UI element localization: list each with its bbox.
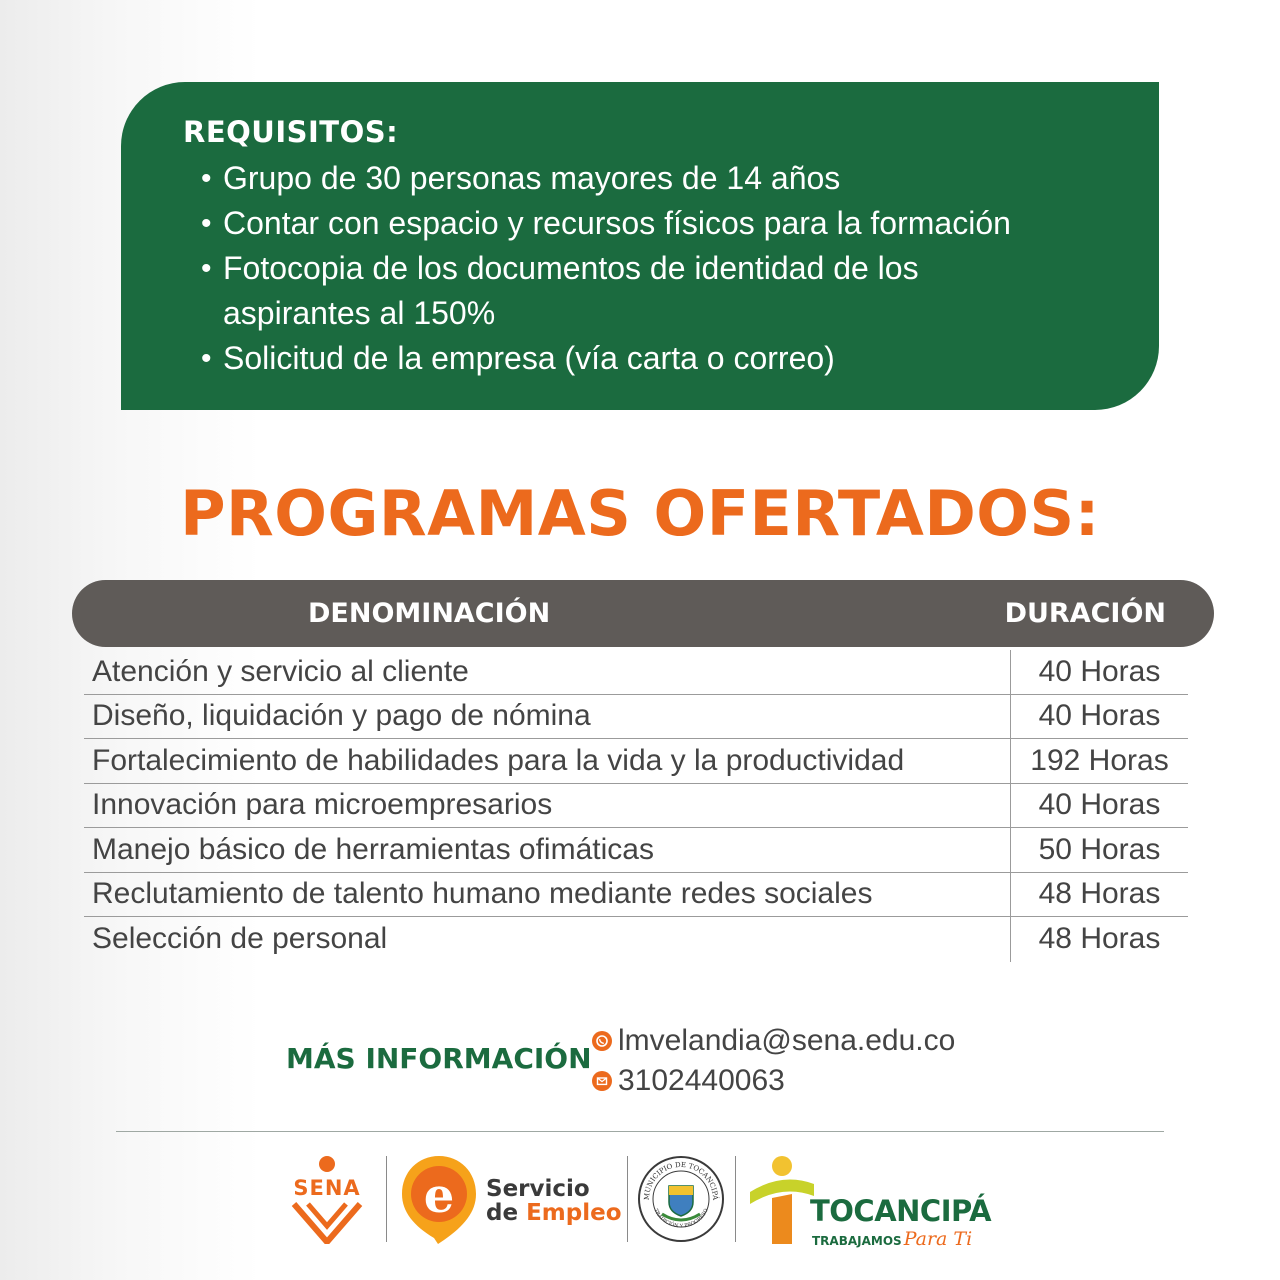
- empleo-text: [486, 1200, 622, 1226]
- column-header-duration: DURACIÓN: [1004, 598, 1166, 629]
- tocancipa-slogan: [812, 1228, 972, 1250]
- contact-phone[interactable]: [592, 1064, 785, 1098]
- requirement-text: Contar con espacio y recursos físicos para la formación: [223, 205, 1011, 241]
- more-info-label: MÁS INFORMACIÓN: [286, 1042, 592, 1075]
- bullet-icon: •: [201, 162, 212, 195]
- programs-table-header: [72, 580, 1214, 647]
- tocancipa-logo: [748, 1154, 1008, 1250]
- whatsapp-icon: [592, 1031, 612, 1051]
- sena-logo: [280, 1154, 374, 1244]
- program-name: Manejo básico de herramientas ofimáticas: [92, 832, 654, 866]
- program-name: Fortalecimiento de habilidades para la vida y la productividad: [92, 743, 905, 777]
- seal-motto: TRADICIÓN Y PROGRESO: [652, 1207, 710, 1230]
- table-row: [84, 917, 1188, 962]
- requirement-text-continued: aspirantes al 150%: [223, 295, 496, 331]
- program-name: Atención y servicio al cliente: [92, 654, 469, 688]
- table-row: [84, 784, 1188, 829]
- table-row: [84, 873, 1188, 918]
- table-row: [84, 650, 1188, 695]
- seal-text: MUNICIPIO DE TOCANCIPÁ: [642, 1160, 720, 1201]
- servicio-text: Servicio: [486, 1176, 590, 1202]
- requirements-title: REQUISITOS:: [183, 115, 399, 149]
- servicio-empleo-logo: [398, 1152, 624, 1248]
- program-name: Selección de personal: [92, 922, 388, 956]
- program-duration: 40 Horas: [1010, 784, 1188, 828]
- program-duration: 192 Horas: [1010, 739, 1188, 783]
- footer-divider: [116, 1131, 1164, 1132]
- empleo-text-accent: Empleo: [526, 1200, 622, 1226]
- program-duration: 40 Horas: [1010, 650, 1188, 694]
- mail-icon: [592, 1071, 612, 1091]
- requirement-text: Solicitud de la empresa (vía carta o correo): [223, 340, 835, 376]
- program-duration: 50 Horas: [1010, 828, 1188, 872]
- requirement-item: [201, 156, 1159, 201]
- bullet-icon: •: [201, 207, 212, 240]
- logo-separator: [627, 1156, 628, 1242]
- sena-logo-text: SENA: [293, 1176, 361, 1200]
- program-duration: 40 Horas: [1010, 695, 1188, 739]
- requirement-text: Grupo de 30 personas mayores de 14 años: [223, 160, 841, 196]
- email-text[interactable]: lmvelandia@sena.edu.co: [618, 1024, 956, 1057]
- program-duration: 48 Horas: [1010, 873, 1188, 917]
- svg-text:e: e: [423, 1168, 455, 1224]
- tocancipa-name: TOCANCIPÁ: [810, 1194, 992, 1228]
- bullet-icon: •: [201, 342, 212, 375]
- requirement-item: [201, 201, 1159, 246]
- bullet-icon: •: [201, 252, 212, 285]
- requirements-list: [183, 156, 1159, 381]
- programs-table: [84, 650, 1188, 962]
- column-header-name: DENOMINACIÓN: [308, 598, 551, 629]
- contact-email[interactable]: [592, 1024, 955, 1058]
- empleo-text-prefix: de: [486, 1200, 527, 1226]
- program-duration: 48 Horas: [1010, 917, 1188, 962]
- logo-separator: [735, 1156, 736, 1242]
- table-row: [84, 695, 1188, 740]
- logo-separator: [386, 1156, 387, 1242]
- requirement-item: [201, 336, 1159, 381]
- program-name: Reclutamiento de talento humano mediante redes sociales: [92, 877, 873, 911]
- program-name: Diseño, liquidación y pago de nómina: [92, 699, 591, 733]
- partner-logos: [0, 1150, 1280, 1260]
- tocancipa-slogan-text: TRABAJAMOS: [812, 1234, 902, 1248]
- table-row: [84, 828, 1188, 873]
- program-name: Innovación para microempresarios: [92, 788, 553, 822]
- programs-title: PROGRAMAS OFERTADOS:: [180, 477, 1100, 550]
- municipal-seal-logo: [636, 1154, 726, 1244]
- table-row: [84, 739, 1188, 784]
- requirement-text: Fotocopia de los documentos de identidad de los: [223, 250, 919, 286]
- requirement-item: [201, 246, 1159, 336]
- phone-text[interactable]: 3102440063: [618, 1064, 785, 1097]
- requirements-box: [121, 82, 1159, 410]
- tocancipa-slogan-script: Para Ti: [903, 1228, 973, 1250]
